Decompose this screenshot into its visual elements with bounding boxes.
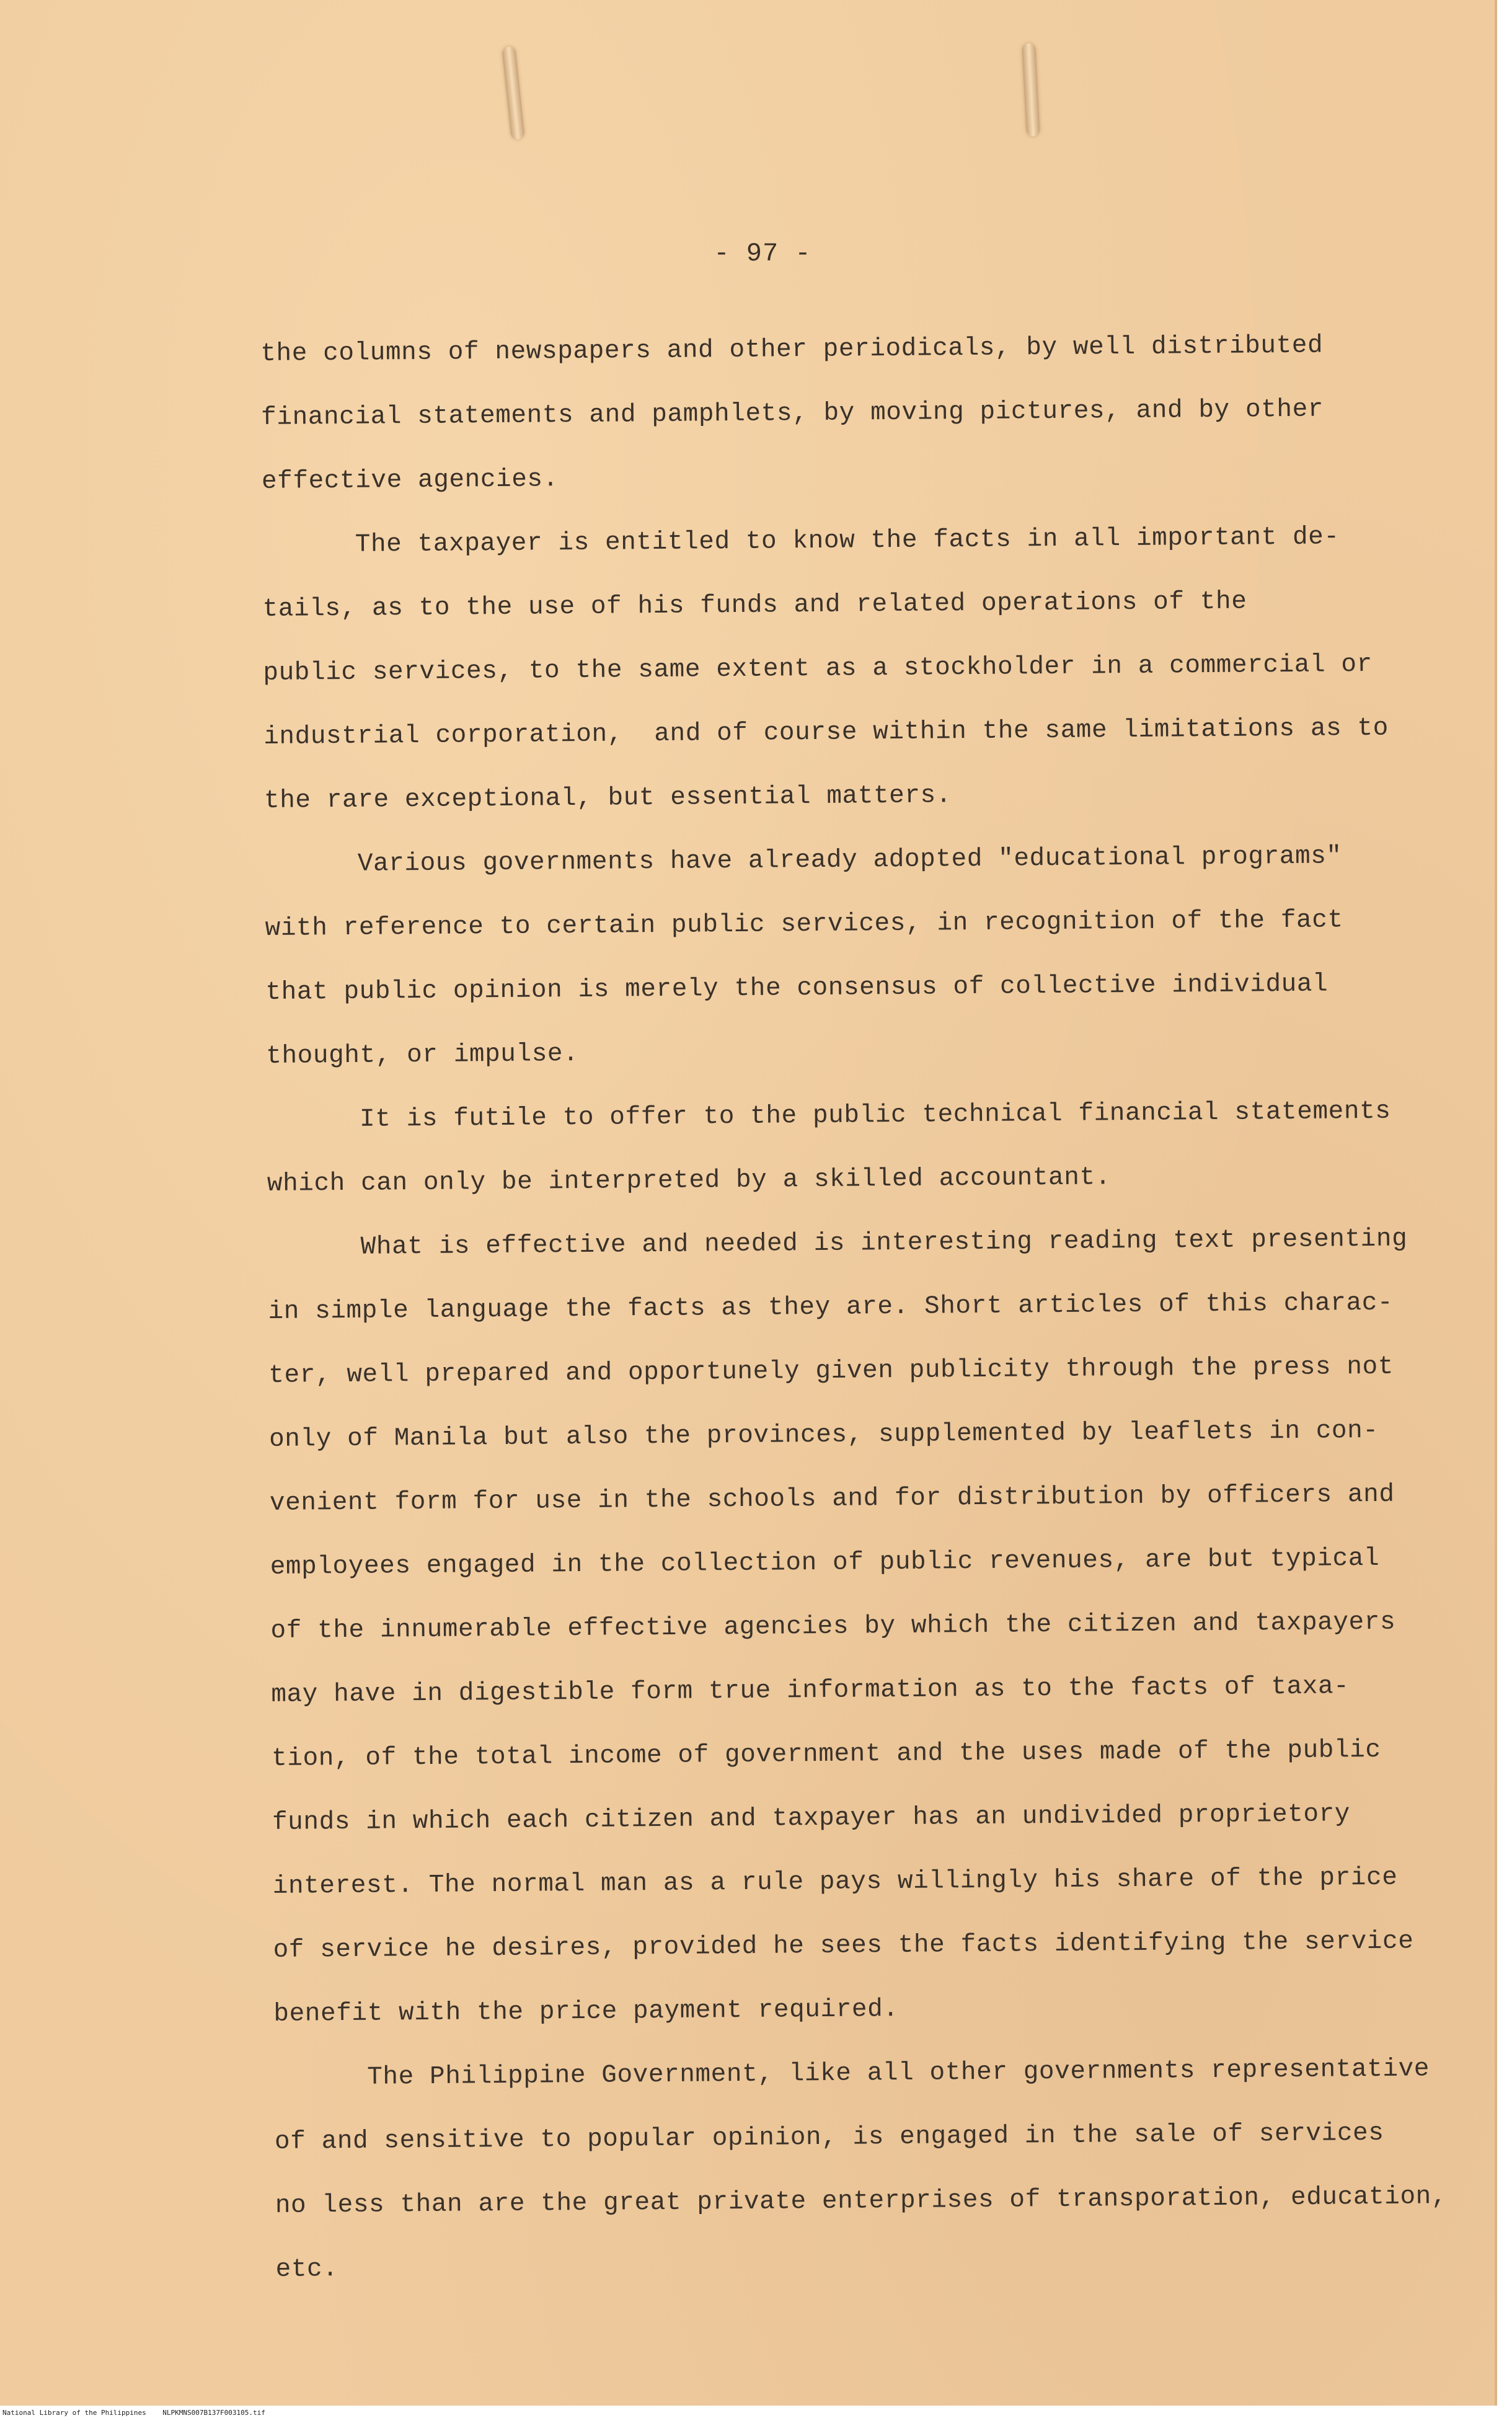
text-line: The Philippine Government, like all other governments representative xyxy=(367,2055,1430,2092)
text-line: benefit with the price payment required. xyxy=(273,1995,899,2029)
text-line: the columns of newspapers and other periodicals, by well distributed xyxy=(260,331,1324,368)
scan-footer: National Library of the Philippines NLPKMNS007B137F003105.tif xyxy=(2,2409,265,2417)
text-line: ter, well prepared and opportunely given publicity through the press not xyxy=(268,1352,1394,1390)
page-number: - 97 - xyxy=(714,239,811,268)
text-line: no less than are the great private enterprises of transporation, education, xyxy=(275,2182,1448,2220)
text-line: of and sensitive to popular opinion, is engaged in the sale of services xyxy=(274,2119,1384,2156)
text-line: public services, to the same extent as a stockholder in a commercial or xyxy=(263,650,1373,688)
text-line: that public opinion is merely the consensus of collective individual xyxy=(265,970,1329,1007)
text-line: What is effective and needed is interesting reading text presenting xyxy=(360,1224,1408,1262)
text-line: funds in which each citizen and taxpayer has an undivided proprietory xyxy=(272,1800,1351,1837)
text-line: employees engaged in the collection of public revenues, are but typical xyxy=(270,1544,1380,1582)
text-line: of service he desires, provided he sees the facts identifying the service xyxy=(273,1927,1414,1965)
text-line: only of Manila but also the provinces, supplemented by leaflets in con- xyxy=(268,1416,1379,1454)
text-line: tion, of the total income of government and the uses made of the public xyxy=(272,1735,1381,1773)
text-line: effective agencies. xyxy=(261,465,559,496)
text-line: It is futile to offer to the public technical financial statements xyxy=(359,1097,1391,1134)
text-line: which can only be interpreted by a skilled accountant. xyxy=(267,1163,1112,1198)
text-line: of the innumerable effective agencies by which the citizen and taxpayers xyxy=(270,1608,1396,1645)
punch-hole-right xyxy=(1022,43,1040,137)
text-line: interest. The normal man as a rule pays willingly his share of the price xyxy=(272,1863,1398,1901)
text-line: tails, as to the use of his funds and related operations of the xyxy=(262,587,1247,624)
text-line: the rare exceptional, but essential matters. xyxy=(263,781,952,815)
punch-hole-left xyxy=(502,46,525,140)
text-line: The taxpayer is entitled to know the facts in all important de- xyxy=(355,523,1340,559)
text-line: etc. xyxy=(275,2255,338,2284)
text-line: industrial corporation, and of course within the same limitations as to xyxy=(263,714,1389,751)
text-line: Various governments have already adopted "educational programs" xyxy=(357,842,1342,879)
page-edge xyxy=(1495,0,1497,2406)
body-text xyxy=(260,313,1454,2302)
text-line: venient form for use in the schools and for distribution by officers and xyxy=(269,1480,1395,1518)
text-line: in simple language the facts as they are. Short articles of this charac- xyxy=(268,1288,1394,1326)
text-line: with reference to certain public services, in recognition of the fact xyxy=(265,906,1343,943)
text-line: thought, or impulse. xyxy=(266,1040,579,1071)
text-line: may have in digestible form true information as to the facts of taxa- xyxy=(271,1672,1350,1709)
text-line: financial statements and pamphlets, by moving pictures, and by other xyxy=(261,395,1324,432)
